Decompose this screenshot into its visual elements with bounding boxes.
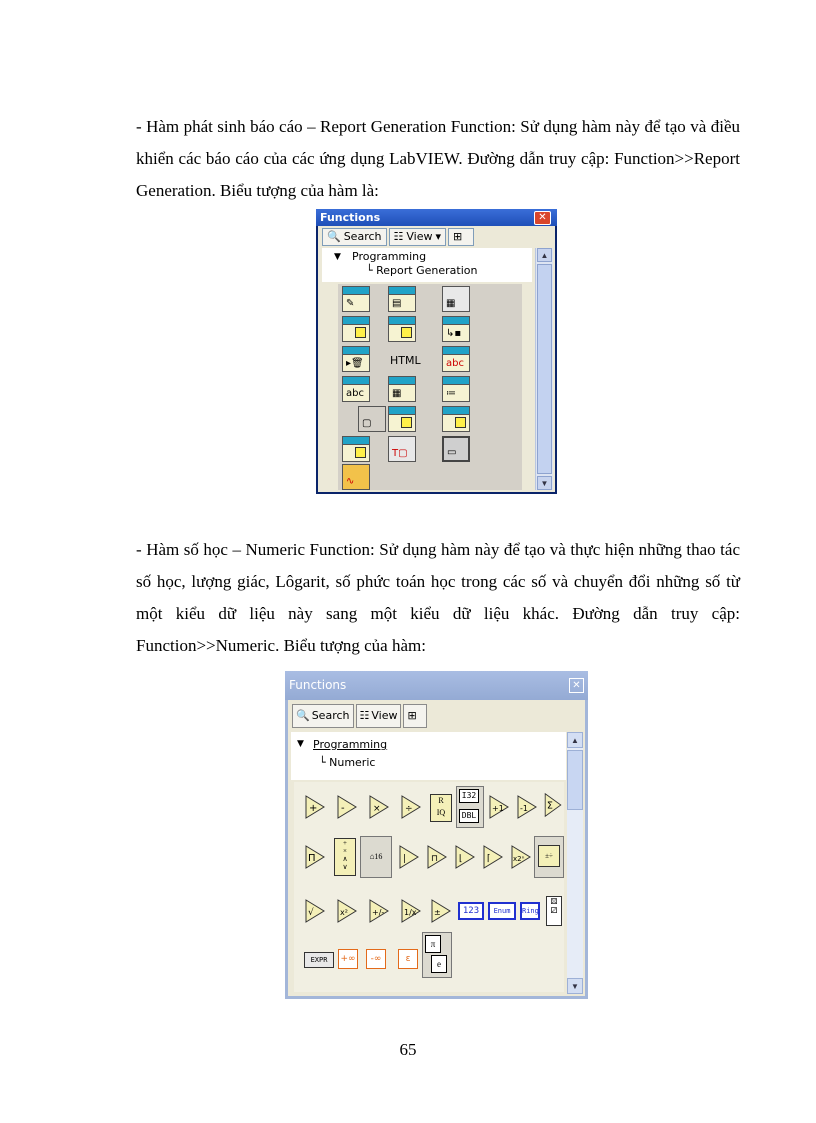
decrement-icon[interactable] [516, 794, 538, 820]
pin-icon: ⊞ [453, 230, 463, 243]
paragraph-report-generation: - Hàm phát sinh báo cáo – Report Generation Function: Sử dụng hàm này để tạo và điều khiển các báo cáo của các ứng dụng LabVIEW. Đường dẫn truy cập: Function>>Report Generation. Biểu tượng của hàm là: [136, 117, 740, 200]
svg-text:+/-: +/- [372, 908, 385, 917]
svg-text:Π: Π [308, 853, 316, 864]
trash-icon: ▸🗑 [346, 358, 364, 369]
palette-body [288, 700, 585, 996]
svg-text:⊓: ⊓ [431, 854, 439, 864]
fixed-point-subpalette-icon[interactable]: ⌂16 [360, 836, 392, 878]
multiply-array-icon[interactable] [304, 844, 326, 870]
machine-epsilon-icon[interactable]: ε [398, 949, 418, 969]
palette-tree [291, 732, 566, 780]
random-number-icon[interactable]: ⚄ ⚂ [546, 896, 562, 926]
quotient-remainder-icon[interactable]: R IQ [430, 794, 452, 822]
svg-text:×: × [373, 804, 381, 814]
svg-text:1/x: 1/x [404, 908, 417, 917]
paragraph-numeric: - Hàm số học – Numeric Function: Sử dụng hàm này để tạo và thực hiện những thao tác số học, lượng giác, Lôgarit, số phức toán học trong các số và chuyển đổi những số từ một kiểu dữ liệu này sang một kiểu dữ liệu khác. Đường dẫn truy cập: Function>>Numeric. Biểu tượng của hàm: [136, 540, 740, 655]
easy-text-report-icon[interactable] [442, 286, 470, 312]
add-icon[interactable] [304, 794, 326, 820]
svg-text:+: + [309, 803, 318, 814]
search-button[interactable] [322, 228, 387, 246]
set-report-font-icon[interactable] [342, 376, 370, 402]
square-icon[interactable] [336, 898, 358, 924]
svg-text:|: | [403, 854, 407, 864]
ring-constant-icon[interactable]: Ring [520, 902, 540, 920]
svg-text:x²: x² [340, 908, 348, 917]
expression-node-icon[interactable]: EXPR [304, 952, 334, 968]
view-button[interactable] [356, 704, 402, 728]
search-button-label: Search [311, 709, 350, 722]
close-icon[interactable]: ✕ [569, 678, 584, 693]
svg-text:±: ± [434, 908, 441, 917]
svg-text:x2ⁿ: x2ⁿ [513, 855, 525, 863]
append-list-icon[interactable] [442, 376, 470, 402]
report-express-icon[interactable] [442, 436, 470, 462]
new-report-icon[interactable] [342, 286, 370, 312]
chevron-down-icon: ▾ [435, 230, 442, 243]
absolute-value-icon[interactable] [398, 844, 420, 870]
append-control-image-icon[interactable] [342, 436, 370, 462]
report-tools-icon[interactable] [388, 436, 416, 462]
icon-grid [294, 782, 564, 992]
view-button[interactable] [389, 228, 447, 246]
palette-title: Functions [289, 678, 347, 692]
search-button[interactable] [292, 704, 354, 728]
frame-icon: ▢ [362, 418, 372, 429]
save-report-icon[interactable] [342, 316, 370, 342]
append-text-icon[interactable] [442, 346, 470, 372]
print-doc-icon[interactable] [388, 316, 416, 342]
printer-icon: ▤ [392, 298, 402, 309]
palette-titlebar [316, 209, 557, 226]
floppy-icon: ↳▪ [446, 328, 462, 339]
compound-arithmetic-icon[interactable]: + × ∧ ∨ [334, 838, 356, 876]
search-button-label: Search [343, 230, 382, 243]
math-constants-icon[interactable] [422, 932, 452, 978]
close-icon[interactable]: ✕ [534, 211, 551, 225]
svg-text:√: √ [308, 908, 314, 918]
svg-text:-1: -1 [520, 804, 528, 813]
svg-text:÷: ÷ [405, 804, 413, 814]
scroll-thumb[interactable] [567, 750, 583, 810]
enum-constant-icon[interactable]: Enum [488, 902, 516, 920]
icon-grid [338, 284, 522, 490]
conversion-subpalette-icon[interactable] [456, 786, 484, 828]
tree-item-label: Report Generation [376, 264, 478, 277]
abc-icon: abc [346, 388, 364, 399]
html-report-icon[interactable]: HTML [390, 354, 421, 367]
view-list-icon: ☷ [359, 709, 370, 722]
scroll-down-icon[interactable]: ▼ [567, 978, 583, 994]
tree-item-label: Numeric [329, 756, 376, 769]
waveform-icon: ∿ [346, 476, 355, 487]
palette-titlebar [285, 671, 588, 700]
scroll-down-icon[interactable]: ▼ [537, 476, 552, 490]
view-button-label: View [406, 230, 433, 243]
palette-toolbar [322, 228, 474, 246]
search-icon: 🔍 [296, 709, 310, 722]
scroll-up-icon[interactable]: ▲ [537, 248, 552, 262]
pin-button[interactable] [448, 228, 474, 246]
append-image-icon[interactable] [388, 406, 416, 432]
search-icon: 🔍 [327, 230, 341, 243]
svg-text:-: - [341, 803, 345, 814]
report-subpalette-icon[interactable] [358, 406, 386, 432]
euler-e-icon: e [431, 955, 447, 973]
tree-item-programming[interactable]: Programming [313, 738, 388, 751]
svg-text:⌊: ⌊ [459, 854, 463, 864]
functions-palette-numeric [285, 671, 588, 999]
view-button-label: View [371, 709, 398, 722]
dbl-icon: DBL [459, 809, 479, 823]
square-root-icon[interactable] [304, 898, 326, 924]
palette-title: Functions [320, 211, 381, 224]
signal-report-icon[interactable] [342, 464, 370, 490]
functions-palette-report-generation [316, 209, 557, 494]
pin-button[interactable] [403, 704, 427, 728]
divide-icon[interactable] [400, 794, 422, 820]
append-graph-icon[interactable] [442, 406, 470, 432]
multiply-icon[interactable] [368, 794, 390, 820]
pi-icon: π [425, 935, 441, 953]
subtract-icon[interactable] [336, 794, 358, 820]
vertical-scrollbar[interactable] [535, 248, 553, 490]
pencil-icon: ✎ [346, 298, 355, 309]
pin-icon: ⊞ [407, 709, 417, 722]
negative-infinity-icon[interactable]: -∞ [366, 949, 386, 969]
i32-icon: I32 [459, 789, 479, 803]
round-positive-icon[interactable] [482, 844, 504, 870]
tree-item-numeric[interactable]: └ Numeric [319, 756, 376, 769]
math-constants-subpalette-icon[interactable] [534, 836, 564, 878]
positive-infinity-icon[interactable]: +∞ [338, 949, 358, 969]
sign-icon[interactable] [430, 898, 452, 924]
list-icon: ≔ [446, 388, 456, 399]
report-preview-icon: ▦ [446, 298, 456, 309]
round-nearest-icon[interactable] [426, 844, 448, 870]
svg-text:Σ: Σ [546, 800, 553, 812]
palette-toolbar [292, 704, 427, 728]
add-array-elements-icon[interactable] [542, 792, 564, 818]
svg-text:⌈: ⌈ [487, 854, 491, 864]
scale-power-icon[interactable] [510, 844, 532, 870]
palette-body [318, 226, 555, 492]
hammer-icon: T▢ [392, 448, 408, 459]
expand-triangle-icon[interactable]: ▼ [297, 739, 304, 749]
numeric-constant-icon[interactable]: 123 [458, 902, 484, 920]
scroll-thumb[interactable] [537, 264, 552, 474]
increment-icon[interactable] [488, 794, 510, 820]
scale-icon: ±÷ [538, 845, 560, 867]
svg-text:+1: +1 [492, 804, 504, 813]
printer-device-icon: ▭ [447, 447, 457, 458]
tree-item-programming[interactable]: Programming [352, 250, 427, 263]
save-to-disk-icon[interactable] [442, 316, 470, 342]
negate-icon[interactable] [368, 898, 390, 924]
dispose-report-icon[interactable] [342, 346, 370, 372]
abc-text-icon: abc [446, 358, 464, 369]
page-number: 65 [399, 1040, 417, 1059]
scroll-up-icon[interactable]: ▲ [567, 732, 583, 748]
append-table-icon[interactable] [388, 376, 416, 402]
tree-item-report-generation[interactable]: └ Report Generation [366, 264, 478, 277]
print-report-icon[interactable] [388, 286, 416, 312]
round-negative-icon[interactable] [454, 844, 476, 870]
vertical-scrollbar[interactable] [567, 732, 583, 994]
reciprocal-icon[interactable] [400, 898, 422, 924]
palette-tree [322, 248, 532, 282]
expand-triangle-icon[interactable]: ▼ [334, 252, 341, 262]
view-list-icon: ☷ [393, 230, 404, 243]
table-icon: ▦ [392, 388, 402, 399]
